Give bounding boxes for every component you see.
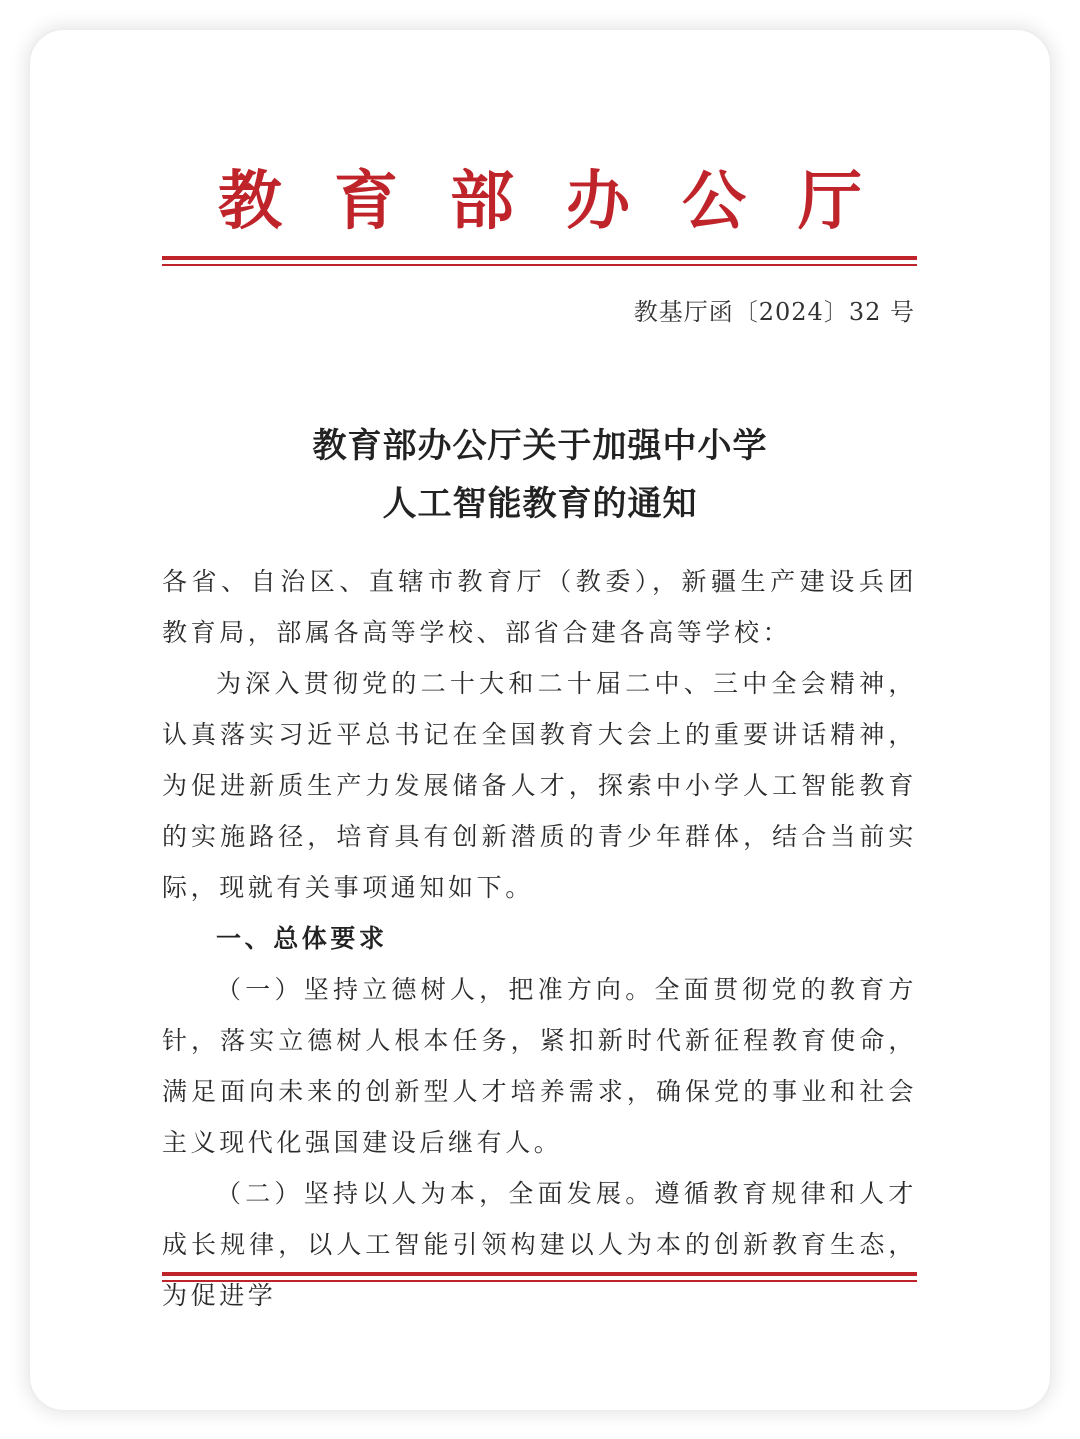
header-char: 办 — [566, 164, 630, 239]
intro-paragraph: 为深入贯彻党的二十大和二十届二中、三中全会精神，认真落实习近平总书记在全国教育大会上的重要讲话精神，为促进新质生产力发展储备人才，探索中小学人工智能教育的实施路径，培育具有创新潜质的青少年群体，结合当前实际，现就有关事项通知如下。 — [162, 669, 917, 902]
document-title-line-1: 教育部办公厅关于加强中小学 — [312, 426, 768, 466]
header-char: 教 — [218, 164, 282, 239]
header-char: 部 — [450, 164, 514, 239]
footer-rule-thick — [162, 1272, 917, 1276]
item-paragraph-2: （二）坚持以人为本，全面发展。遵循教育规律和人才成长规律，以人工智能引领构建以人为本的创新教育生态，为促进学 — [162, 1179, 917, 1310]
addressee-paragraph: 各省、自治区、直辖市教育厅（教委），新疆生产建设兵团教育局，部属各高等学校、部省合建各高等学校： — [162, 567, 917, 647]
header-rule-thin — [162, 264, 917, 266]
header-char: 厅 — [798, 164, 862, 239]
item-paragraph-1: （一）坚持立德树人，把准方向。全面贯彻党的教育方针，落实立德树人根本任务，紧扣新时代新征程教育使命，满足面向未来的创新型人才培养需求，确保党的事业和社会主义现代化强国建设后继有人。 — [162, 975, 917, 1157]
document-body — [162, 556, 917, 1321]
issuing-authority-header — [160, 162, 920, 242]
header-char: 公 — [682, 164, 746, 239]
header-rule-thick — [162, 256, 917, 260]
document-title-line-2: 人工智能教育的通知 — [382, 484, 698, 524]
document-number: 教基厅函〔2024〕32 号 — [633, 298, 915, 326]
header-char: 育 — [334, 164, 398, 239]
section-heading: 一、总体要求 — [216, 924, 388, 953]
footer-rule-thin — [162, 1280, 917, 1282]
